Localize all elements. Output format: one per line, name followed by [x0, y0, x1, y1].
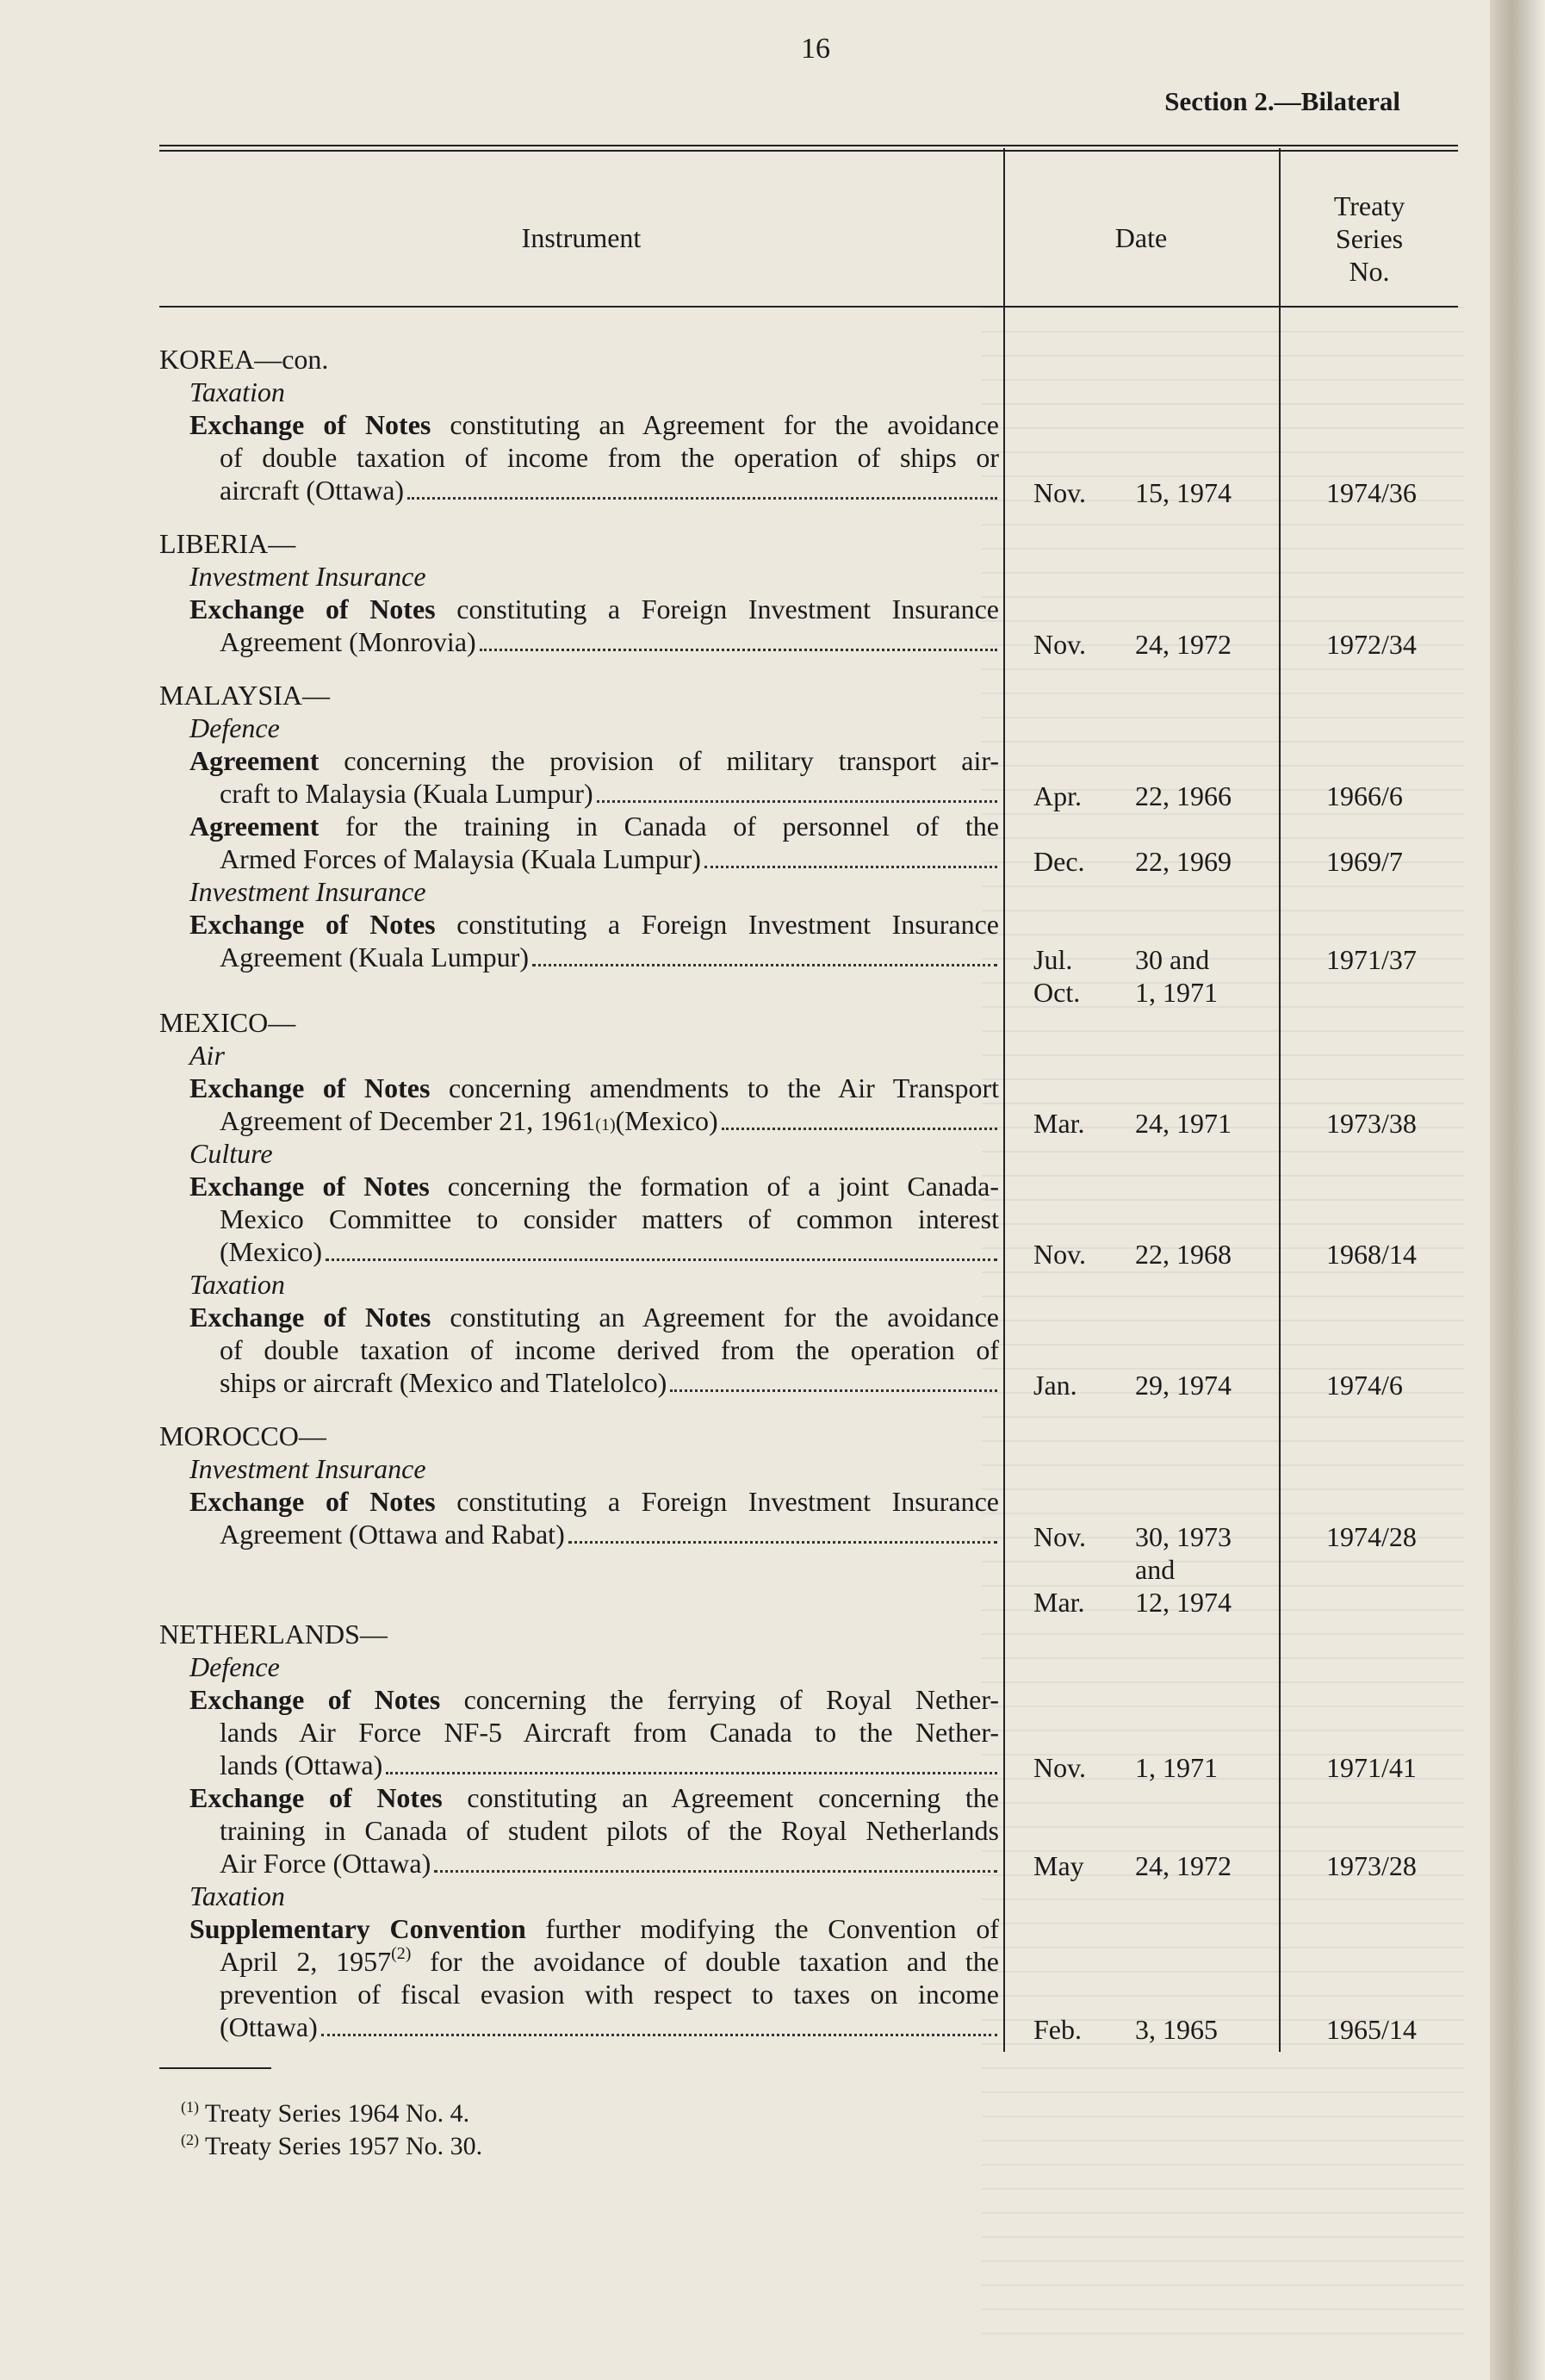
dot-leader [386, 1772, 997, 1774]
instrument-type: Exchange of Notes [189, 1684, 441, 1715]
section-heading: Section 2.—Bilateral [1164, 86, 1400, 116]
category-label: Investment Insurance [189, 561, 426, 592]
dot-leader [434, 1870, 997, 1873]
instrument-line: prevention of fiscal evasion with respect to taxes on income [220, 1979, 999, 2010]
instrument-line: training in Canada of student pilots of the Royal Netherlands [220, 1815, 999, 1846]
instrument-text: concerning amendments to the Air Transport [430, 1072, 1000, 1103]
date-day-year: 22, 1969 [1135, 846, 1232, 877]
treaty-series-number: 1972/34 [1326, 629, 1417, 660]
date-connector: and [1135, 1554, 1176, 1585]
dot-leader [597, 800, 997, 803]
category-label: Investment Insurance [189, 876, 426, 907]
date-day-year: 12, 1974 [1135, 1587, 1232, 1618]
instrument-line-leader [220, 474, 999, 506]
category-label: Defence [189, 712, 280, 743]
instrument-line: of double taxation of income derived from the operation of [220, 1334, 999, 1365]
instrument-text: concerning the ferrying of Royal Nether- [440, 1684, 1000, 1715]
country-heading: MALAYSIA— [159, 680, 330, 711]
treaty-series-number: 1974/36 [1326, 477, 1417, 508]
footnote-marker: (2) [181, 2131, 199, 2148]
instrument-type: Exchange of Notes [189, 1782, 443, 1813]
footnote-marker: (2) [391, 1944, 412, 1963]
instrument-type: Agreement [189, 745, 320, 776]
date-month: Nov. [1033, 1239, 1087, 1270]
instrument-line: Mexico Committee to consider matters of common interest [220, 1203, 999, 1234]
instrument-type: Exchange of Notes [189, 1072, 431, 1103]
instrument-line-leader [220, 2010, 999, 2043]
instrument-text: further modifying the Convention of [525, 1913, 1000, 1944]
instrument-line [189, 1781, 999, 1814]
date-day-year: 29, 1974 [1135, 1370, 1232, 1401]
instrument-line: lands Air Force NF-5 Aircraft from Canada to the Nether- [220, 1717, 999, 1748]
footnote [181, 2131, 482, 2162]
country-heading: LIBERIA— [159, 528, 296, 559]
instrument-line-leader [220, 842, 999, 875]
instrument-text: lands (Ottawa) [220, 1749, 383, 1780]
instrument-text: for the avoidance of double taxation and the [411, 1946, 999, 1977]
instrument-type: Exchange of Notes [189, 1302, 431, 1333]
date-month: Apr. [1033, 780, 1082, 811]
instrument-line [189, 408, 999, 441]
date-month: Nov. [1033, 1521, 1087, 1552]
date-day-year: 30, 1973 [1135, 1521, 1232, 1552]
instrument-text: for the training in Canada of personnel of the [319, 811, 999, 842]
date-day-year: 24, 1972 [1135, 629, 1232, 660]
footnote [181, 2098, 469, 2129]
instrument-line-leader [220, 1749, 999, 1781]
category-label: Investment Insurance [189, 1453, 426, 1484]
country-heading: NETHERLANDS— [159, 1619, 388, 1650]
column-header-no: No. [1349, 256, 1390, 287]
instrument-text: (Mexico) [220, 1236, 323, 1267]
date-month: Feb. [1033, 2014, 1082, 2045]
instrument-line [189, 1072, 999, 1104]
treaty-series-number: 1971/37 [1326, 944, 1417, 975]
date-day-year: 1, 1971 [1135, 1752, 1218, 1783]
dot-leader [722, 1128, 997, 1130]
date-month: Nov. [1033, 477, 1087, 508]
dot-leader [670, 1389, 997, 1392]
date-day-year: 24, 1971 [1135, 1108, 1232, 1139]
footnote-marker: (1) [595, 1115, 616, 1134]
category-label: Culture [189, 1138, 273, 1169]
instrument-text: April 2, 1957 [220, 1946, 392, 1977]
top-rule [159, 145, 1458, 146]
dot-leader [568, 1541, 997, 1544]
instrument-line [189, 810, 999, 842]
date-day-year: 24, 1972 [1135, 1850, 1232, 1881]
instrument-text: constituting an Agreement for the avoidance [431, 1302, 1000, 1333]
date-month: Nov. [1033, 629, 1087, 660]
footnote-marker: (1) [181, 2098, 199, 2116]
instrument-line-leader [220, 1104, 999, 1137]
instrument-type: Exchange of Notes [189, 409, 431, 440]
category-label: Defence [189, 1651, 280, 1682]
date-month: Oct. [1033, 977, 1081, 1008]
date-day-year: 22, 1966 [1135, 780, 1232, 811]
instrument-line-leader [220, 941, 999, 973]
instrument-text: Agreement (Kuala Lumpur) [220, 941, 529, 973]
instrument-line [189, 1683, 999, 1716]
dot-leader [480, 649, 997, 651]
instrument-line [189, 1912, 999, 1945]
instrument-text: craft to Malaysia (Kuala Lumpur) [220, 778, 593, 809]
treaty-series-number: 1974/6 [1326, 1370, 1403, 1401]
instrument-text: Agreement (Ottawa and Rabat) [220, 1519, 565, 1550]
category-label: Taxation [189, 1269, 285, 1300]
instrument-line-leader [220, 1518, 999, 1550]
footnote-text: Treaty Series 1964 No. 4. [199, 2099, 470, 2128]
date-month: Mar. [1033, 1108, 1085, 1139]
date-month: Jul. [1033, 944, 1073, 975]
date-month: Nov. [1033, 1752, 1087, 1783]
treaty-series-number: 1966/6 [1326, 780, 1403, 811]
treaty-series-number: 1973/38 [1326, 1108, 1417, 1139]
treaty-series-number: 1968/14 [1326, 1239, 1417, 1270]
instrument-line: of double taxation of income from the operation of ships or [220, 442, 999, 473]
footnote-rule [159, 2067, 271, 2069]
column-divider-date [1003, 148, 1005, 2052]
treaty-series-number: 1971/41 [1326, 1752, 1417, 1783]
instrument-text: aircraft (Ottawa) [220, 475, 405, 506]
instrument-text: constituting a Foreign Investment Insurance [435, 1486, 999, 1517]
instrument-line-leader [220, 1847, 999, 1880]
date-day-year: 3, 1965 [1135, 2014, 1218, 2045]
instrument-line [189, 593, 999, 625]
instrument-line-leader [220, 777, 999, 810]
instrument-text: concerning the formation of a joint Canada- [429, 1171, 1000, 1202]
dot-leader [704, 866, 997, 868]
instrument-line-leader [220, 1235, 999, 1268]
instrument-text: constituting a Foreign Investment Insurance [435, 909, 999, 940]
dot-leader [407, 497, 997, 500]
page-number: 16 [801, 33, 830, 65]
instrument-type: Exchange of Notes [189, 909, 436, 940]
instrument-text: (Ottawa) [220, 2011, 318, 2042]
dot-leader [321, 2034, 997, 2036]
instrument-type: Supplementary Convention [189, 1913, 526, 1944]
instrument-text: concerning the provision of military transport air- [319, 745, 999, 776]
column-header-series: Series [1335, 223, 1404, 254]
instrument-text: Armed Forces of Malaysia (Kuala Lumpur) [220, 843, 701, 874]
instrument-text: constituting an Agreement for the avoidance [431, 409, 1000, 440]
date-day-year: 30 and [1135, 944, 1210, 975]
country-heading: KOREA—con. [159, 344, 329, 375]
header-rule [159, 306, 1458, 308]
category-label: Taxation [189, 376, 285, 407]
book-spine-edge [1490, 0, 1545, 2380]
dot-leader [326, 1258, 997, 1261]
dot-leader [532, 964, 997, 966]
instrument-type: Exchange of Notes [189, 1486, 436, 1517]
instrument-text: ships or aircraft (Mexico and Tlatelolco) [220, 1367, 667, 1398]
treaty-series-number: 1974/28 [1326, 1521, 1417, 1552]
instrument-text: constituting an Agreement concerning the [442, 1782, 1000, 1813]
category-label: Taxation [189, 1880, 285, 1911]
date-day-year: 15, 1974 [1135, 477, 1232, 508]
instrument-type: Agreement [189, 811, 320, 842]
date-day-year: 1, 1971 [1135, 977, 1218, 1008]
date-month: Jan. [1033, 1370, 1077, 1401]
treaty-series-number: 1965/14 [1326, 2014, 1417, 2045]
instrument-type: Exchange of Notes [189, 1171, 430, 1202]
instrument-line [189, 1301, 999, 1333]
instrument-line-leader [220, 1366, 999, 1399]
instrument-line-leader [220, 625, 999, 658]
footnote-text: Treaty Series 1957 No. 30. [199, 2132, 483, 2160]
column-header-instrument: Instrument [521, 222, 642, 253]
instrument-line [220, 1945, 999, 1978]
column-header-treaty: Treaty [1333, 190, 1405, 221]
instrument-text: Agreement of December 21, 1961 [220, 1105, 596, 1136]
category-label: Air [189, 1040, 225, 1071]
date-day-year: 22, 1968 [1135, 1239, 1232, 1270]
date-month: Mar. [1033, 1587, 1085, 1618]
instrument-text: Agreement (Monrovia) [220, 626, 476, 657]
date-month: Dec. [1033, 846, 1085, 877]
country-heading: MOROCCO— [159, 1420, 326, 1451]
column-header-date: Date [1114, 222, 1168, 253]
treaty-series-number: 1969/7 [1326, 846, 1403, 877]
date-month: May [1033, 1850, 1084, 1881]
instrument-line [189, 908, 999, 941]
instrument-line [189, 1170, 999, 1202]
instrument-text: (Mexico) [615, 1105, 718, 1136]
country-heading: MEXICO— [159, 1007, 296, 1038]
column-divider-ts [1279, 148, 1281, 2052]
treaty-series-number: 1973/28 [1326, 1850, 1417, 1881]
instrument-line [189, 744, 999, 777]
instrument-text: Air Force (Ottawa) [220, 1848, 431, 1879]
instrument-line [189, 1485, 999, 1518]
instrument-text: constituting a Foreign Investment Insurance [435, 593, 999, 625]
instrument-type: Exchange of Notes [189, 593, 436, 625]
top-rule-2 [159, 150, 1458, 152]
